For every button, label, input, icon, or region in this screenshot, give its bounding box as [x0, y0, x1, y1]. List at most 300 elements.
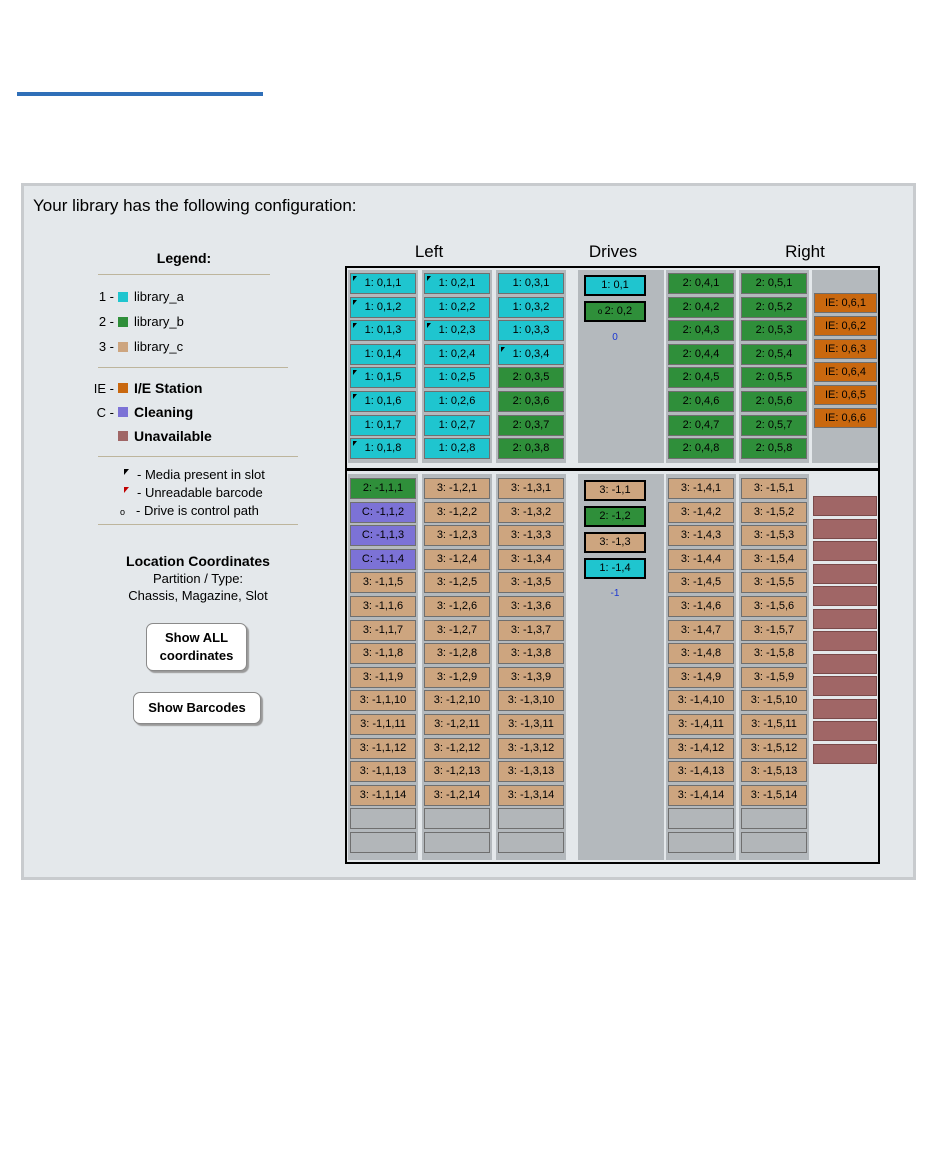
slot-label: 3: -1,2,7 — [436, 623, 478, 636]
slot-label: 2: -1,1,1 — [362, 482, 404, 494]
storage-slot[interactable] — [424, 525, 490, 546]
legend-note-text: - Drive is control path — [136, 503, 259, 518]
slot-label: 3: -1,4,2 — [680, 505, 722, 518]
top-accent-line — [17, 92, 263, 96]
chassis-divider — [345, 468, 880, 471]
storage-slot[interactable] — [498, 502, 564, 523]
storage-slot[interactable] — [424, 367, 490, 388]
ie-station-slot[interactable] — [814, 339, 877, 359]
storage-slot[interactable] — [498, 620, 564, 641]
slot-label: 1: 0,2,6 — [438, 395, 476, 407]
storage-slot[interactable] — [668, 738, 734, 759]
storage-slot[interactable] — [498, 738, 564, 759]
slot-label: 3: -1,3,2 — [510, 505, 552, 518]
storage-slot[interactable] — [741, 738, 807, 759]
storage-slot[interactable] — [424, 438, 490, 459]
unavailable-slot — [813, 586, 877, 606]
storage-slot[interactable] — [498, 785, 564, 806]
unavailable-slot — [813, 496, 877, 516]
triangle-shape — [124, 487, 129, 493]
legend-type-item — [88, 380, 202, 396]
legend-swatch — [118, 407, 128, 417]
storage-slot[interactable] — [350, 502, 416, 523]
legend-prefix: IE - — [93, 380, 114, 396]
legend-note — [120, 503, 259, 518]
storage-slot[interactable] — [498, 273, 564, 294]
storage-slot[interactable] — [424, 643, 490, 664]
legend-swatch — [118, 317, 128, 327]
unavailable-slot — [813, 654, 877, 674]
slot-label: 1: 0,2,2 — [438, 300, 476, 313]
tape-drive[interactable] — [584, 480, 646, 501]
slot-label: 1: 0,2,1 — [438, 277, 476, 289]
storage-slot[interactable] — [741, 808, 807, 829]
storage-slot[interactable] — [350, 367, 416, 388]
control-path-icon: o — [120, 507, 126, 517]
storage-slot[interactable] — [350, 391, 416, 412]
storage-slot[interactable] — [668, 785, 734, 806]
slot-label: 1: 0,1,2 — [364, 300, 402, 313]
slot-label: 2: 0,4,6 — [682, 395, 720, 407]
slot-label: 1: 0,2,4 — [438, 347, 476, 360]
storage-slot[interactable] — [498, 596, 564, 617]
slot-label: 3: -1,2,2 — [436, 505, 478, 518]
slot-label: 3: -1,1,6 — [362, 600, 404, 612]
storage-slot[interactable] — [424, 596, 490, 617]
slot-label: 3: -1,5,12 — [750, 741, 798, 754]
column-header-right: Right — [785, 242, 825, 261]
storage-slot[interactable] — [498, 572, 564, 593]
slot-label: 3: -1,1,11 — [360, 718, 406, 730]
slot-label: 3: -1,5,6 — [753, 600, 795, 612]
slot-label: 3: -1,1,8 — [362, 647, 404, 660]
storage-slot[interactable] — [668, 273, 734, 294]
storage-slot[interactable] — [741, 478, 807, 499]
storage-slot[interactable] — [498, 549, 564, 570]
slot-label: 2: 0,3,5 — [512, 371, 550, 384]
storage-slot[interactable] — [424, 690, 490, 711]
storage-slot[interactable] — [350, 596, 416, 617]
legend-prefix: 2 - — [98, 314, 114, 329]
storage-slot[interactable] — [741, 690, 807, 711]
slot-label: 3: -1,4,10 — [677, 694, 725, 707]
storage-slot[interactable] — [498, 367, 564, 388]
legend-swatch — [118, 383, 128, 393]
storage-slot[interactable] — [741, 391, 807, 412]
storage-slot[interactable] — [741, 415, 807, 436]
storage-slot[interactable] — [424, 415, 490, 436]
storage-slot[interactable] — [350, 832, 416, 853]
ie-station-slot[interactable] — [814, 408, 877, 428]
storage-slot[interactable] — [498, 832, 564, 853]
storage-slot[interactable] — [350, 808, 416, 829]
legend-label: I/E Station — [134, 380, 203, 396]
coordinates-line-2: Chassis, Magazine, Slot — [128, 588, 268, 603]
storage-slot[interactable] — [498, 297, 564, 318]
drive-chassis-number: -1 — [610, 588, 620, 599]
storage-slot[interactable] — [498, 344, 564, 365]
legend-note — [124, 485, 263, 500]
slot-label: 1: 0,3,1 — [512, 277, 550, 289]
storage-slot[interactable] — [424, 785, 490, 806]
unavailable-slot — [813, 609, 877, 629]
legend-divider — [98, 367, 288, 368]
storage-slot[interactable] — [498, 690, 564, 711]
ie-station-slot[interactable] — [814, 293, 877, 313]
storage-slot[interactable] — [668, 832, 734, 853]
storage-slot[interactable] — [424, 273, 490, 294]
unavailable-slot — [813, 631, 877, 651]
storage-slot[interactable] — [424, 344, 490, 365]
storage-slot[interactable] — [741, 438, 807, 459]
slot-label: 2: 0,5,5 — [755, 371, 793, 384]
storage-slot[interactable] — [668, 572, 734, 593]
tape-drive[interactable] — [584, 506, 646, 527]
legend-title: Legend: — [156, 250, 212, 266]
slot-label: 3: -1,4,3 — [680, 529, 722, 542]
storage-slot[interactable] — [668, 808, 734, 829]
show-all-label-line-1: Show ALL — [164, 630, 229, 645]
legend-divider — [98, 456, 298, 457]
slot-label: 1: 0,3,2 — [512, 300, 550, 313]
ie-slot-label: IE: 0,6,4 — [825, 366, 866, 378]
slot-label: 1: 0,2,5 — [438, 371, 476, 384]
slot-label: 1: 0,1,4 — [364, 347, 402, 360]
storage-slot[interactable] — [424, 572, 490, 593]
slot-label: 3: -1,1,5 — [362, 576, 404, 589]
legend-note-text: - Media present in slot — [137, 467, 265, 482]
storage-slot[interactable] — [668, 438, 734, 459]
storage-slot[interactable] — [741, 549, 807, 570]
storage-slot[interactable] — [350, 525, 416, 546]
show-all-label-line-2: coordinates — [159, 648, 234, 663]
media-present-icon — [353, 300, 357, 305]
slot-label: C: -1,1,3 — [361, 529, 405, 542]
slot-label: 3: -1,3,6 — [510, 600, 552, 612]
media-present-icon — [353, 441, 357, 446]
storage-slot[interactable] — [668, 525, 734, 546]
slot-label: 2: 0,4,4 — [682, 347, 720, 360]
drive-label: 2: -1,2 — [599, 510, 631, 522]
slot-label: 3: -1,5,8 — [753, 647, 795, 660]
media-present-icon — [353, 323, 357, 328]
unavailable-slot — [813, 721, 877, 741]
column-header-drives: Drives — [588, 242, 638, 261]
slot-label: 2: 0,3,6 — [512, 395, 550, 407]
media-present-icon — [427, 323, 431, 328]
slot-label: 2: 0,5,3 — [755, 324, 793, 337]
slot-label: 3: -1,4,13 — [677, 765, 725, 778]
unreadable-barcode-icon — [124, 487, 133, 497]
storage-slot[interactable] — [350, 667, 416, 688]
storage-slot[interactable] — [668, 391, 734, 412]
ie-slot-label: IE: 0,6,1 — [825, 297, 866, 309]
storage-slot[interactable] — [350, 714, 416, 735]
slot-label: 3: -1,5,13 — [750, 765, 798, 778]
storage-slot[interactable] — [350, 438, 416, 459]
storage-slot[interactable] — [668, 667, 734, 688]
slot-label: 3: -1,3,11 — [508, 718, 554, 730]
media-present-icon — [353, 276, 357, 281]
slot-label: 3: -1,5,14 — [750, 788, 798, 801]
storage-slot[interactable] — [424, 738, 490, 759]
slot-label: 1: 0,1,1 — [364, 277, 402, 289]
drive-chassis-number: 0 — [612, 332, 618, 343]
legend-item — [88, 289, 184, 304]
slot-label: 3: -1,4,8 — [680, 647, 722, 660]
storage-slot[interactable] — [424, 502, 490, 523]
storage-slot[interactable] — [668, 502, 734, 523]
storage-slot[interactable] — [498, 808, 564, 829]
show-all-coordinates-button[interactable] — [146, 623, 247, 671]
slot-label: 3: -1,1,13 — [359, 765, 407, 778]
storage-slot[interactable] — [668, 714, 734, 735]
slot-label: 3: -1,1,12 — [359, 741, 407, 754]
triangle-shape — [124, 469, 129, 475]
slot-label: 3: -1,4,5 — [680, 576, 722, 589]
storage-slot[interactable] — [498, 320, 564, 341]
storage-slot[interactable] — [424, 832, 490, 853]
slot-label: 3: -1,5,9 — [753, 670, 795, 683]
ie-station-slot[interactable] — [814, 316, 877, 336]
storage-slot[interactable] — [668, 549, 734, 570]
slot-label: 3: -1,2,9 — [436, 670, 478, 683]
storage-slot[interactable] — [668, 320, 734, 341]
storage-slot[interactable] — [424, 549, 490, 570]
slot-label: 3: -1,5,7 — [753, 623, 795, 636]
slot-label: 2: 0,4,5 — [682, 371, 720, 384]
slot-label: 1: 0,2,3 — [438, 324, 476, 337]
slot-label: 3: -1,1,9 — [362, 670, 404, 683]
slot-label: 3: -1,5,3 — [753, 529, 795, 542]
legend-label: Unavailable — [134, 428, 212, 444]
storage-slot[interactable] — [350, 344, 416, 365]
storage-slot[interactable] — [498, 714, 564, 735]
slot-label: 3: -1,3,4 — [510, 552, 552, 565]
slot-label: 3: -1,4,4 — [680, 552, 722, 565]
storage-slot[interactable] — [424, 714, 490, 735]
slot-label: 3: -1,5,10 — [750, 694, 798, 707]
legend-label: library_a — [134, 289, 184, 304]
storage-slot[interactable] — [424, 297, 490, 318]
storage-slot[interactable] — [424, 478, 490, 499]
legend-divider — [98, 274, 270, 275]
slot-label: 3: -1,2,8 — [436, 647, 478, 660]
storage-slot[interactable] — [668, 596, 734, 617]
drive-column — [578, 270, 664, 463]
storage-slot[interactable] — [741, 320, 807, 341]
tape-drive[interactable] — [584, 275, 646, 296]
storage-slot[interactable] — [350, 738, 416, 759]
slot-label: 1: 0,2,8 — [438, 442, 476, 455]
storage-slot[interactable] — [350, 572, 416, 593]
storage-slot[interactable] — [350, 273, 416, 294]
media-present-icon — [501, 347, 505, 352]
storage-slot[interactable] — [668, 761, 734, 782]
storage-slot[interactable] — [498, 415, 564, 436]
show-barcodes-button[interactable]: Show Barcodes — [133, 692, 261, 724]
unavailable-slot — [813, 699, 877, 719]
slot-label: 3: -1,1,14 — [359, 788, 407, 801]
storage-slot[interactable] — [498, 667, 564, 688]
storage-slot[interactable] — [498, 761, 564, 782]
slot-label: 3: -1,4,14 — [677, 788, 725, 801]
storage-slot[interactable] — [741, 643, 807, 664]
legend-swatch — [118, 431, 128, 441]
slot-label: 3: -1,5,1 — [753, 482, 795, 494]
slot-label: 3: -1,2,11 — [434, 718, 480, 730]
slot-label: 2: 0,4,8 — [682, 442, 720, 455]
slot-label: 2: 0,5,7 — [755, 418, 793, 431]
drive-label: 2: 0,2 — [604, 305, 633, 317]
storage-slot[interactable] — [741, 367, 807, 388]
storage-slot[interactable] — [498, 478, 564, 499]
storage-slot[interactable] — [668, 690, 734, 711]
storage-slot[interactable] — [668, 415, 734, 436]
storage-slot[interactable] — [741, 761, 807, 782]
slot-label: 3: -1,4,1 — [680, 482, 722, 494]
slot-label: 3: -1,2,6 — [436, 600, 478, 612]
slot-label: 1: 0,1,6 — [364, 395, 402, 407]
storage-slot[interactable] — [350, 761, 416, 782]
media-present-icon — [427, 276, 431, 281]
storage-slot[interactable] — [424, 391, 490, 412]
tape-drive[interactable] — [584, 558, 646, 579]
storage-slot[interactable] — [741, 714, 807, 735]
storage-slot[interactable] — [350, 690, 416, 711]
storage-slot[interactable] — [741, 502, 807, 523]
storage-slot[interactable] — [350, 785, 416, 806]
legend-swatch — [118, 342, 128, 352]
legend-label: Cleaning — [134, 404, 194, 420]
drive-label: 1: 0,1 — [601, 279, 629, 291]
ie-station-slot[interactable] — [814, 385, 877, 405]
storage-slot[interactable] — [350, 549, 416, 570]
drive-label: 3: -1,1 — [599, 484, 631, 496]
slot-label: 3: -1,5,2 — [753, 505, 795, 518]
slot-label: 3: -1,5,11 — [751, 718, 797, 730]
legend-swatch — [118, 292, 128, 302]
storage-slot[interactable] — [350, 320, 416, 341]
media-present-icon — [353, 394, 357, 399]
storage-slot[interactable] — [668, 344, 734, 365]
legend-note-text: - Unreadable barcode — [137, 485, 263, 500]
legend-label: library_c — [134, 339, 184, 354]
slot-label: 3: -1,3,1 — [510, 482, 552, 494]
storage-slot[interactable] — [350, 415, 416, 436]
storage-slot[interactable] — [350, 643, 416, 664]
storage-slot[interactable] — [498, 643, 564, 664]
storage-slot[interactable] — [424, 761, 490, 782]
legend-item — [88, 314, 184, 329]
slot-label: 2: 0,3,7 — [512, 418, 550, 431]
storage-slot[interactable] — [741, 620, 807, 641]
storage-slot[interactable] — [424, 620, 490, 641]
slot-label: 3: -1,3,13 — [507, 765, 555, 778]
storage-slot[interactable] — [350, 478, 416, 499]
slot-label: 3: -1,3,3 — [510, 529, 552, 542]
slot-label: 2: 0,5,2 — [755, 300, 793, 313]
storage-slot[interactable] — [741, 667, 807, 688]
slot-label: 3: -1,1,7 — [362, 623, 404, 636]
slot-label: 3: -1,2,12 — [433, 741, 481, 754]
slot-label: 1: 0,1,5 — [364, 371, 402, 384]
storage-slot[interactable] — [741, 572, 807, 593]
ie-slot-label: IE: 0,6,2 — [825, 320, 866, 332]
slot-label: 3: -1,4,6 — [680, 600, 722, 612]
unavailable-slot — [813, 519, 877, 539]
slot-label: 3: -1,3,5 — [510, 576, 552, 589]
storage-slot[interactable] — [741, 596, 807, 617]
slot-label: 3: -1,4,9 — [680, 670, 722, 683]
ie-slot-label: IE: 0,6,6 — [825, 412, 866, 424]
slot-label: 2: 0,4,1 — [682, 277, 720, 289]
storage-slot[interactable] — [741, 525, 807, 546]
legend-divider — [98, 524, 298, 525]
storage-slot[interactable] — [741, 785, 807, 806]
storage-slot[interactable] — [668, 478, 734, 499]
storage-slot[interactable] — [350, 297, 416, 318]
storage-slot[interactable] — [741, 273, 807, 294]
slot-label: 1: 0,1,8 — [364, 442, 402, 455]
slot-label: 3: -1,5,5 — [753, 576, 795, 589]
slot-label: 2: 0,4,7 — [682, 418, 720, 431]
slot-label: 3: -1,3,9 — [510, 670, 552, 683]
slot-label: 2: 0,4,3 — [682, 324, 720, 337]
storage-slot[interactable] — [668, 367, 734, 388]
storage-slot[interactable] — [350, 620, 416, 641]
slot-label: 2: 0,4,2 — [682, 300, 720, 313]
slot-label: 1: 0,3,4 — [512, 347, 550, 360]
slot-label: C: -1,1,4 — [361, 552, 405, 565]
storage-slot[interactable] — [741, 297, 807, 318]
column-header-left: Left — [414, 242, 444, 261]
drive-label: 3: -1,3 — [599, 536, 631, 548]
slot-label: 1: 0,1,7 — [364, 418, 402, 431]
storage-slot[interactable] — [741, 832, 807, 853]
storage-slot[interactable] — [668, 297, 734, 318]
slot-label: 2: 0,3,8 — [512, 442, 550, 455]
slot-label: 3: -1,2,1 — [436, 482, 478, 494]
slot-label: 3: -1,3,10 — [507, 694, 555, 707]
legend-prefix: 3 - — [98, 339, 114, 354]
storage-slot[interactable] — [424, 320, 490, 341]
storage-slot[interactable] — [498, 438, 564, 459]
storage-slot[interactable] — [498, 525, 564, 546]
unavailable-slot — [813, 541, 877, 561]
storage-slot[interactable] — [668, 620, 734, 641]
media-present-icon — [353, 370, 357, 375]
storage-slot[interactable] — [668, 643, 734, 664]
ie-slot-label: IE: 0,6,5 — [825, 389, 866, 401]
slot-label: 3: -1,3,7 — [510, 623, 552, 636]
storage-slot[interactable] — [424, 667, 490, 688]
storage-slot[interactable] — [498, 391, 564, 412]
storage-slot[interactable] — [741, 344, 807, 365]
slot-label: 1: 0,3,3 — [512, 324, 550, 337]
unavailable-slot — [813, 564, 877, 584]
legend-type-item — [88, 404, 193, 420]
control-path-icon: o — [597, 307, 605, 316]
unavailable-slot — [813, 744, 877, 764]
ie-station-slot[interactable] — [814, 362, 877, 382]
slot-label: 3: -1,3,8 — [510, 647, 552, 660]
tape-drive[interactable] — [584, 301, 646, 322]
tape-drive[interactable] — [584, 532, 646, 553]
storage-slot[interactable] — [424, 808, 490, 829]
slot-label: 2: 0,5,8 — [755, 442, 793, 455]
slot-label: 3: -1,2,13 — [433, 765, 481, 778]
